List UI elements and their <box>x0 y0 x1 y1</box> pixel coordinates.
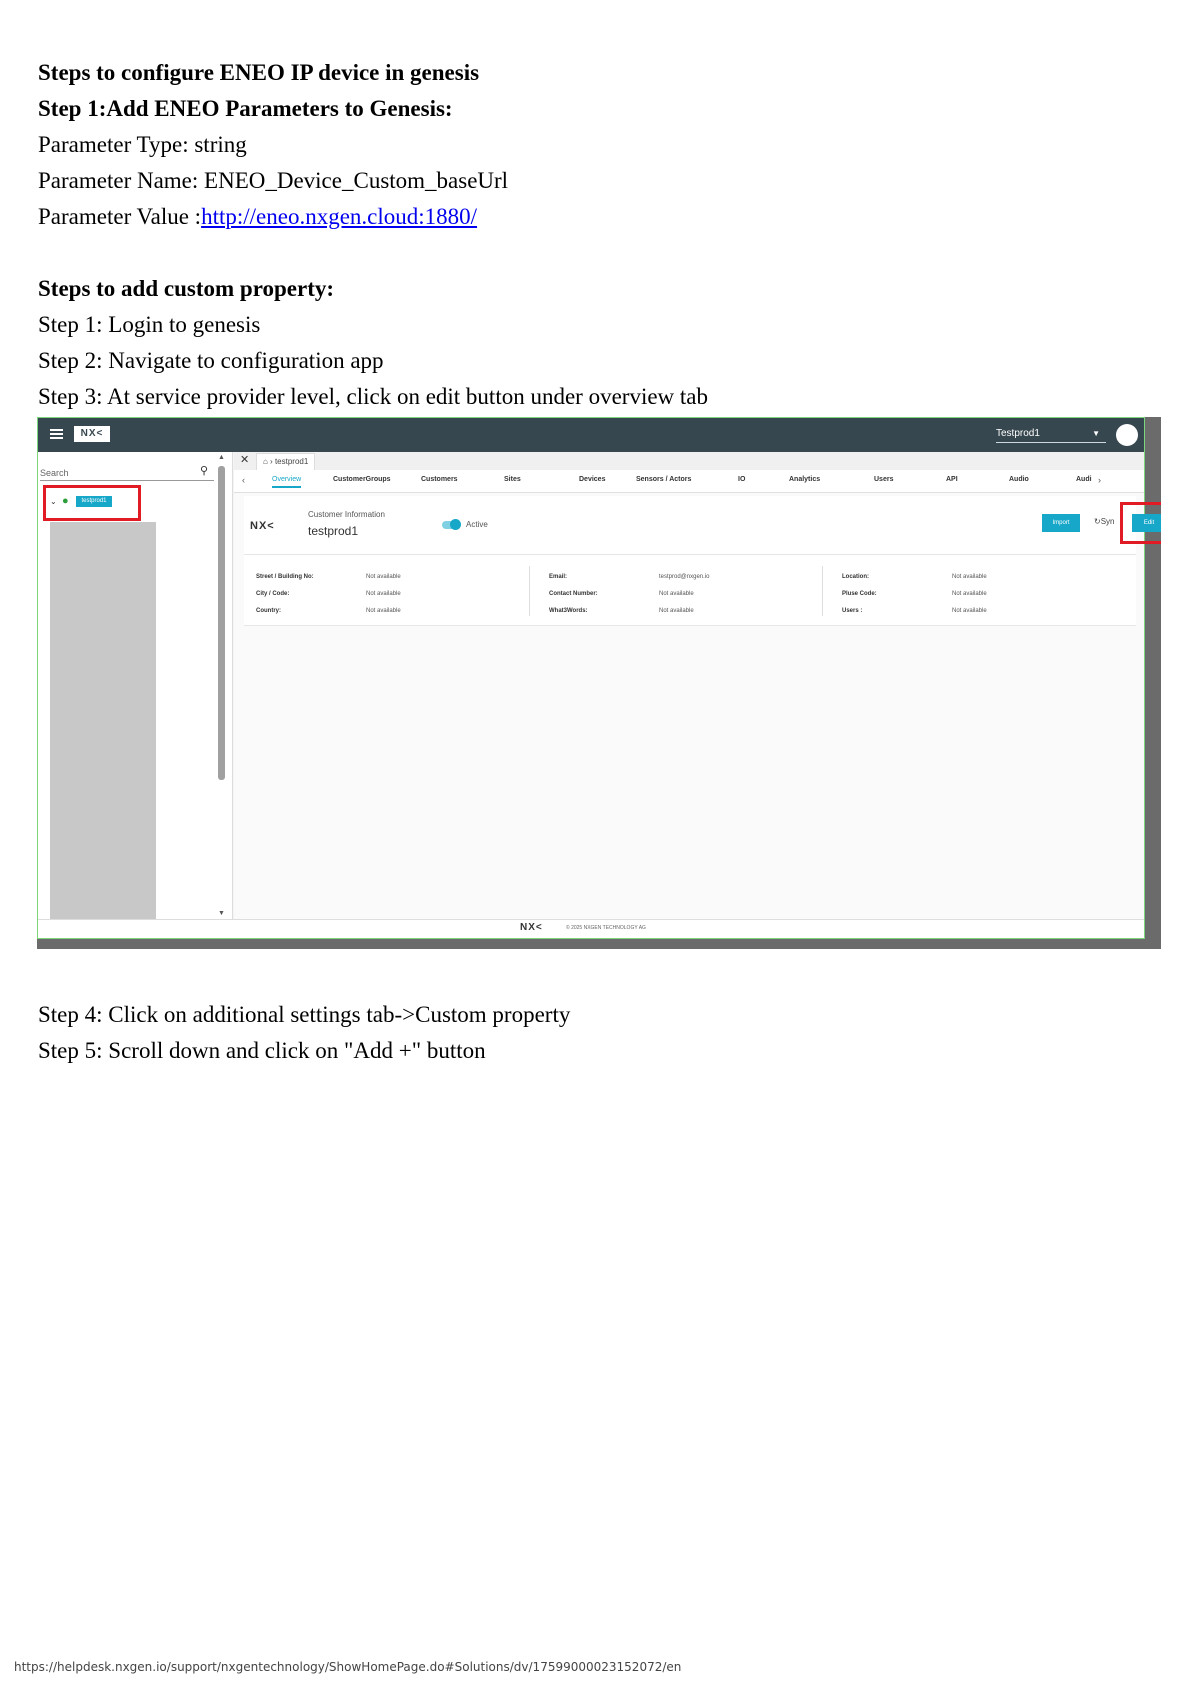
step-login: Step 1: Login to genesis <box>38 312 261 337</box>
card-bottom-divider <box>244 625 1136 626</box>
highlight-box-edit <box>1120 502 1161 544</box>
tab-bar <box>234 470 1144 493</box>
pluse-code-value: Not available <box>952 591 987 597</box>
app-footer <box>38 919 1144 938</box>
tab-io[interactable]: IO <box>738 476 746 483</box>
tab-api[interactable]: API <box>946 476 958 483</box>
city-label: City / Code: <box>256 591 290 597</box>
tab-customergroups[interactable]: CustomerGroups <box>333 476 391 483</box>
custom-property-heading: Steps to add custom property: <box>38 276 335 301</box>
avatar[interactable] <box>1116 424 1138 446</box>
menu-icon[interactable] <box>50 429 63 431</box>
users-label: Users : <box>842 608 863 614</box>
close-icon[interactable]: ✕ <box>240 454 250 466</box>
sync-label: Syn <box>1100 517 1115 526</box>
sidebar-tree <box>38 452 233 922</box>
tab-audio[interactable]: Audio <box>1009 476 1029 483</box>
email-label: Email: <box>549 574 568 580</box>
search-icon[interactable]: ⚲ <box>200 465 209 477</box>
breadcrumb-tab[interactable]: ⌂ › testprod1 <box>256 453 315 471</box>
sync-button[interactable]: ↻Syn <box>1094 517 1115 526</box>
tab-customers[interactable]: Customers <box>421 476 458 483</box>
users-value: Not available <box>952 608 987 614</box>
nxgen-logo: NX< <box>74 426 110 442</box>
street-label: Street / Building No: <box>256 574 314 580</box>
pluse-code-label: Pluse Code: <box>842 591 877 597</box>
import-button[interactable]: Import <box>1042 514 1080 532</box>
card-divider <box>244 554 1136 555</box>
nxgen-logo-footer: NX< <box>520 922 543 933</box>
country-value: Not available <box>366 608 401 614</box>
tree-item-testprod1[interactable]: testprod1 <box>76 496 112 507</box>
parameter-value-link[interactable]: http://eneo.nxgen.cloud:1880/ <box>201 204 478 229</box>
parameter-value <box>38 202 477 232</box>
tab-devices[interactable]: Devices <box>579 476 606 483</box>
doc-title: Steps to configure ENEO IP device in genesis <box>38 60 480 85</box>
copyright: © 2025 NXGEN TECHNOLOGY AG <box>566 925 646 931</box>
column-divider-2 <box>822 566 823 616</box>
edit-button[interactable]: Edit <box>1132 514 1161 532</box>
sidebar-scrollbar[interactable] <box>218 466 225 780</box>
country-label: Country: <box>256 608 281 614</box>
column-divider <box>529 566 530 616</box>
contact-value: Not available <box>659 591 694 597</box>
parameter-type: Parameter Type: string <box>38 132 247 157</box>
tenant-name: Testprod1 <box>996 428 1040 439</box>
step-edit: Step 3: At service provider level, click on edit button under overview tab <box>38 384 709 409</box>
parameter-value-label: Parameter Value : <box>38 204 202 229</box>
step-additional-settings: Step 4: Click on additional settings tab->Custom property <box>38 1002 571 1027</box>
city-value: Not available <box>366 591 401 597</box>
tab-sites[interactable]: Sites <box>504 476 521 483</box>
highlight-box-tree <box>43 485 141 521</box>
step-navigate: Step 2: Navigate to configuration app <box>38 348 384 373</box>
street-value: Not available <box>366 574 401 580</box>
active-label: Active <box>466 520 488 529</box>
contact-label: Contact Number: <box>549 591 598 597</box>
breadcrumb <box>234 452 1144 470</box>
scroll-down-icon[interactable]: ▼ <box>218 910 225 917</box>
tab-analytics[interactable]: Analytics <box>789 476 821 483</box>
main-panel <box>234 452 1155 922</box>
customer-info-label: Customer Information <box>308 510 385 519</box>
tab-overview[interactable]: Overview <box>272 476 301 488</box>
app-top-bar <box>38 418 1144 452</box>
chevron-down-icon[interactable]: ⌄ <box>50 497 57 506</box>
tenant-selector[interactable] <box>996 426 1106 443</box>
caret-down-icon: ▼ <box>1092 429 1100 438</box>
breadcrumb-label: testprod1 <box>274 457 309 466</box>
tab-users[interactable]: Users <box>874 476 894 483</box>
location-value: Not available <box>952 574 987 580</box>
parameter-name: Parameter Name: ENEO_Device_Custom_baseUrl <box>38 168 509 193</box>
scroll-up-icon[interactable]: ▲ <box>218 454 225 461</box>
email-value: testprod@nxgen.io <box>659 574 710 580</box>
what3words-value: Not available <box>659 608 694 614</box>
chevron-left-icon[interactable]: ‹ <box>242 475 245 485</box>
page-url: https://helpdesk.nxgen.io/support/nxgentechnology/ShowHomePage.do#Solutions/dv/17599000023152072/en <box>14 1660 682 1674</box>
chevron-right-icon[interactable]: › <box>1098 475 1101 485</box>
tab-audio-2[interactable]: Audi <box>1076 476 1092 483</box>
active-toggle[interactable] <box>442 521 460 529</box>
embedded-screenshot <box>37 417 1161 949</box>
user-icon: ● <box>62 495 69 507</box>
location-label: Location: <box>842 574 869 580</box>
nxgen-logo-card: NX< <box>250 520 275 532</box>
step-add-button: Step 5: Scroll down and click on "Add +" button <box>38 1038 486 1063</box>
tree-redacted-area <box>50 522 156 922</box>
what3words-label: What3Words: <box>549 608 588 614</box>
customer-info-card <box>244 496 1155 626</box>
config-app-window <box>37 417 1155 939</box>
tab-sensors-actors[interactable]: Sensors / Actors <box>636 476 692 483</box>
search-input[interactable]: Search <box>40 466 214 481</box>
step1-heading: Step 1:Add ENEO Parameters to Genesis: <box>38 96 453 121</box>
customer-name: testprod1 <box>308 524 359 538</box>
